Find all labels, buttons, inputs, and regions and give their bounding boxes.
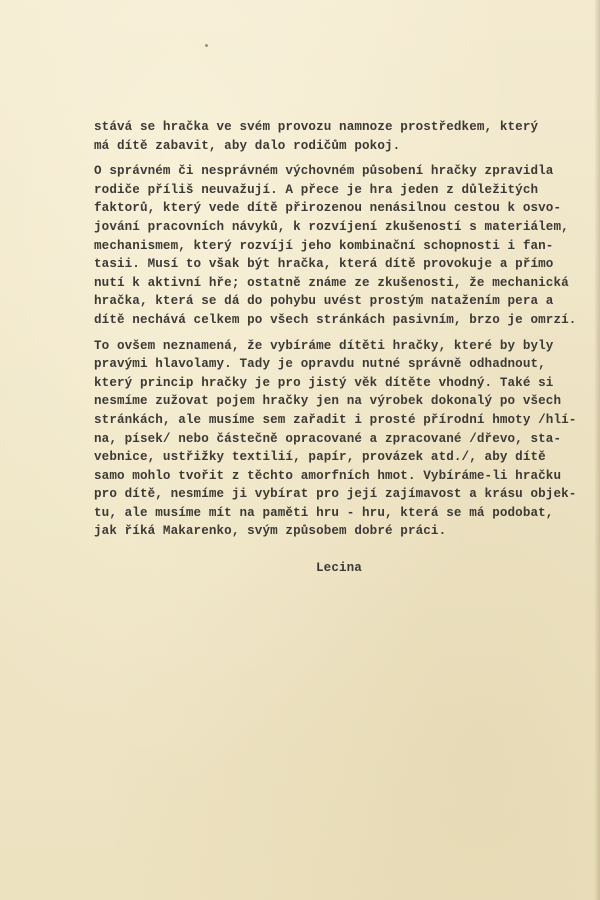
text-line: jování pracovních návyků, k rozvíjení zkušeností s materiálem, — [94, 219, 569, 234]
text-line: nutí k aktivní hře; ostatně známe ze zkušenosti, že mechanická — [94, 275, 569, 290]
text-line: faktorů, který vede dítě přirozenou nenásilnou cestou k osvo- — [94, 201, 562, 216]
text-line: tasii. Musí to však být hračka, která dítě provokuje a přímo — [94, 257, 554, 272]
intro-paragraph — [94, 118, 594, 155]
text-line: stránkách, ale musíme sem zařadit i prosté přírodní hmoty /hlí- — [94, 412, 577, 427]
text-line: vebnice, ustřižky textilií, papír, provázek atd./, aby dítě — [94, 450, 546, 465]
text-line: který princip hračky je pro jistý věk dítěte vhodný. Také si — [94, 375, 554, 390]
text-line: mechanismem, který rozvíjí jeho kombinační schopnosti i fan- — [94, 238, 554, 253]
text-line: jak říká Makarenko, svým způsobem dobré práci. — [94, 524, 447, 539]
text-line: stává se hračka ve svém provozu namnoze prostředkem, který — [94, 120, 539, 134]
author-signature: Lecina — [316, 561, 362, 576]
text-line: na, písek/ nebo částečně opracované a zpracované /dřevo, sta- — [94, 431, 562, 446]
paragraph-hra-jako-vychova — [94, 162, 594, 329]
text-line: dítě nechává celkem po všech stránkách pasivním, brzo je omrzí. — [94, 312, 577, 327]
text-line: rodiče příliš neuvažují. A přece je hra jeden z důležitých — [94, 182, 539, 197]
document-body — [94, 118, 594, 578]
page-edge-shadow — [594, 0, 600, 900]
text-line: pravými hlavolamy. Tady je opravdu nutné správně odhadnout, — [94, 357, 546, 372]
text-line: tu, ale musíme mít na paměti hru - hru, která se má podobat, — [94, 505, 554, 520]
text-line: má dítě zabavit, aby dalo rodičům pokoj. — [94, 138, 401, 153]
text-line: pro dítě, nesmíme ji vybírat pro její zajímavost a krásu objek- — [94, 487, 577, 502]
text-line: To ovšem neznamená, že vybíráme dítěti hračky, které by byly — [94, 338, 554, 353]
paragraph-vyber-hracky — [94, 337, 594, 542]
text-line: O správném či nesprávném výchovném působení hračky zpravidla — [94, 164, 554, 179]
paper-speck — [205, 44, 208, 47]
text-line: nesmíme zužovat pojem hračky jen na výrobek dokonalý po všech — [94, 394, 562, 409]
text-line: samo mohlo tvořit z těchto amorfních hmot. Vybíráme-li hračku — [94, 468, 562, 483]
text-line: hračka, která se dá do pohybu uvést prostým natažením pera a — [94, 294, 554, 309]
